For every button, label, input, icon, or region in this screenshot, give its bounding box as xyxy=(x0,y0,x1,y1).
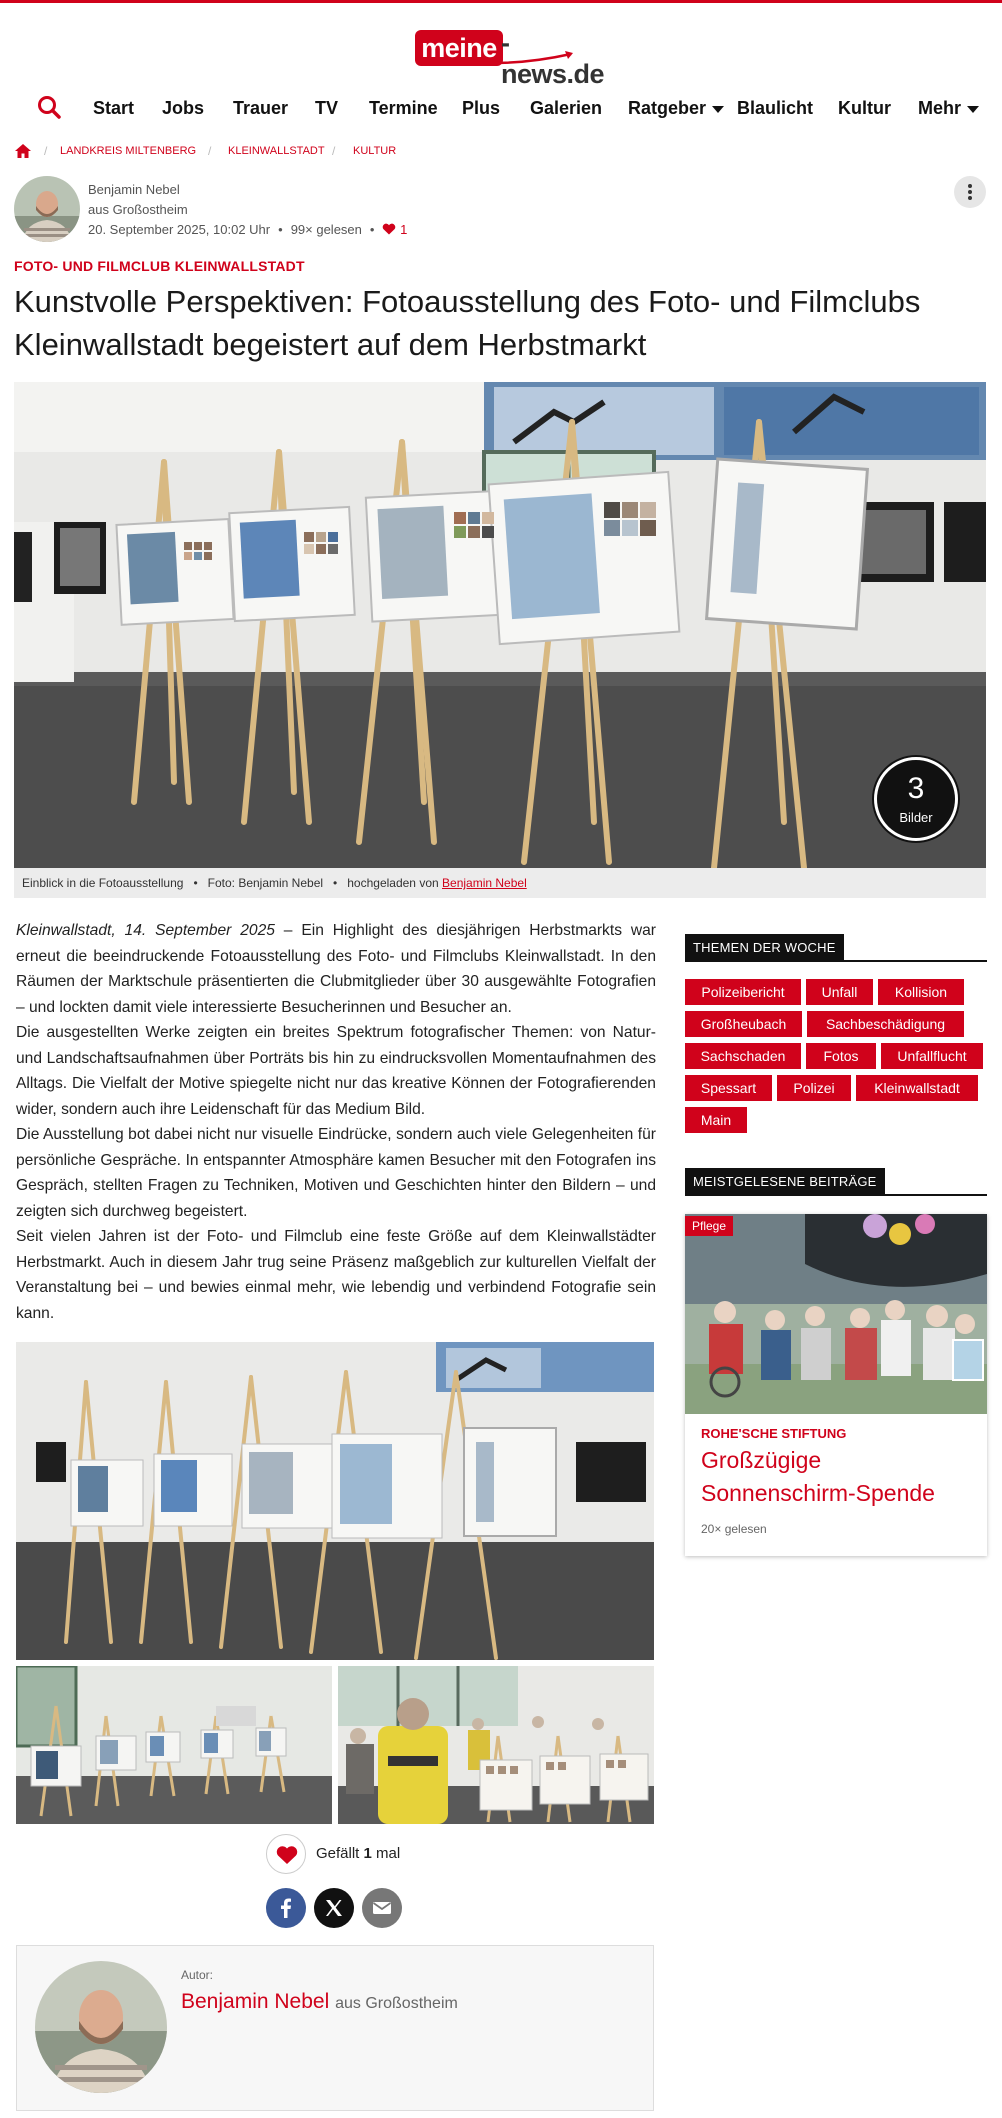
topic-tag[interactable]: Main xyxy=(685,1107,747,1133)
topic-tag[interactable]: Großheubach xyxy=(685,1011,802,1037)
paragraph: Seit vielen Jahren ist der Foto- und Filmclub eine feste Größe auf dem Kleinwallstädter Herbstmarkt. Auch in diesem Jahr trug seine Präsenz maßgeblich zur kulturellen Vielfalt der Veranstaltung bei – und bewies einmal mehr, wie lebendig und verbindend Fotografie sein kann. xyxy=(16,1228,656,1322)
paragraph-text: – Ein Highlight des diesjährigen Herbstmarkts war erneut die beeindruckende Fotoausstellung des Foto- und Filmclubs Kleinwallstadt. In den Räumen der Marktschule präsentierten die Clubmitglieder über 30 ausgewählte Fotografien – und lockten damit viele interessierte Besucherinnen und Besucher an. xyxy=(16,922,656,1016)
nav-item-start[interactable]: Start xyxy=(93,98,135,118)
topic-tag[interactable]: Sachschaden xyxy=(685,1043,801,1069)
like-count-text xyxy=(316,1845,400,1862)
popular-article-kicker: ROHE'SCHE STIFTUNG xyxy=(701,1426,847,1441)
article-meta: 20. September 2025, 10:02 Uhr • 99× gelesen • 1 xyxy=(88,222,408,237)
read-count: 99× gelesen xyxy=(290,222,362,237)
uploaded-prefix: hochgeladen von xyxy=(347,876,439,890)
popular-heading-rule xyxy=(685,1194,987,1196)
breadcrumb-kultur[interactable]: KULTUR xyxy=(353,145,397,157)
author-box xyxy=(16,1945,654,2111)
gallery-image-3[interactable] xyxy=(338,1666,654,1824)
like-button[interactable] xyxy=(266,1834,306,1874)
article-kicker[interactable]: FOTO- UND FILMCLUB KLEINWALLSTADT xyxy=(14,258,305,274)
topics-heading: THEMEN DER WOCHE xyxy=(685,934,844,962)
gallery-image-main[interactable] xyxy=(16,1342,654,1660)
image-caption: Einblick in die Fotoausstellung • Foto: Benjamin Nebel • hochgeladen von Benjamin Nebel xyxy=(14,868,986,898)
caption-text: Einblick in die Fotoausstellung xyxy=(22,876,184,890)
author-avatar[interactable] xyxy=(35,1961,167,2093)
author-location: aus Großostheim xyxy=(88,202,188,217)
popular-article-reads: 20× gelesen xyxy=(701,1522,767,1536)
topics-heading-rule xyxy=(685,960,987,962)
publish-date: 20. September 2025, 10:02 Uhr xyxy=(88,222,271,237)
top-accent-line xyxy=(0,0,1002,3)
share-mail-button[interactable] xyxy=(362,1888,402,1928)
breadcrumb-separator: / xyxy=(332,144,336,158)
like-prefix: Gefällt xyxy=(316,1845,360,1862)
chevron-down-icon xyxy=(967,106,979,113)
mail-icon xyxy=(372,1898,392,1918)
logo-swoosh-icon xyxy=(467,50,577,66)
breadcrumb-separator: / xyxy=(208,144,212,158)
image-count-badge[interactable] xyxy=(874,757,958,841)
like-count: 1 xyxy=(363,1845,372,1862)
main-navigation xyxy=(0,88,1002,128)
topic-tag[interactable]: Fotos xyxy=(806,1043,876,1069)
nav-item-kultur[interactable]: Kultur xyxy=(838,98,891,118)
topic-tag[interactable]: Polizei xyxy=(777,1075,851,1101)
topic-tag[interactable]: Unfallflucht xyxy=(881,1043,983,1069)
breadcrumb-separator: / xyxy=(44,144,48,158)
avatar[interactable] xyxy=(14,176,80,242)
dateline: Kleinwallstadt, 14. September 2025 xyxy=(16,922,275,939)
author-box-name[interactable]: Benjamin Nebel xyxy=(181,1990,330,2013)
nav-item-jobs[interactable]: Jobs xyxy=(162,98,205,118)
nav-item-ratgeber-label: Ratgeber xyxy=(628,98,707,118)
x-icon xyxy=(324,1898,344,1918)
popular-article-title[interactable]: Großzügige Sonnenschirm-Spende xyxy=(701,1447,935,1506)
breadcrumb-kleinwallstadt[interactable]: KLEINWALLSTADT xyxy=(228,145,325,157)
facebook-icon xyxy=(276,1898,296,1918)
heart-icon xyxy=(382,223,396,235)
chevron-down-icon xyxy=(712,106,724,113)
author-box-name-line xyxy=(181,1990,458,2014)
paragraph: Die Ausstellung bot dabei nicht nur visuelle Eindrücke, sondern auch viele Gelegenheiten für persönliche Gespräche. In entspannter Atmosphäre kamen Besucher mit den Fotografen ins Gespräch, stellten Fragen zu Techniken, Motiven und Geschichten hinter den Bildern – und zeigten sich durchweg begeistert. xyxy=(16,1126,656,1220)
paragraph: Die ausgestellten Werke zeigten ein breites Spektrum fotografischer Themen: von Natur- und Landschaftsaufnahmen über Porträts bis hin zu eindrucksvollen Momentaufnahmen des Alltags. Die Vielfalt der Motive spiegelte nicht nur das kreative Können der Fotografierenden wider, sondern auch ihre Leidenschaft für das Medium Bild. xyxy=(16,1024,656,1118)
breadcrumb-landkreis[interactable]: LANDKREIS MILTENBERG xyxy=(60,145,197,157)
popular-article-card[interactable] xyxy=(685,1214,987,1556)
gallery-image-2[interactable] xyxy=(16,1666,332,1824)
topic-tag[interactable]: Unfall xyxy=(806,979,873,1005)
site-logo[interactable] xyxy=(415,22,605,89)
nav-item-tv[interactable]: TV xyxy=(315,98,339,118)
image-gallery xyxy=(16,1342,654,1824)
nav-item-mehr[interactable] xyxy=(918,98,979,119)
like-suffix: mal xyxy=(376,1845,401,1862)
topic-tag[interactable]: Kollision xyxy=(878,979,964,1005)
nav-item-trauer[interactable]: Trauer xyxy=(233,98,289,118)
like-count-top: 1 xyxy=(400,222,408,237)
uploader-link[interactable]: Benjamin Nebel xyxy=(442,876,527,890)
popular-heading: MEISTGELESENE BEITRÄGE xyxy=(685,1168,885,1196)
category-badge[interactable]: Pflege xyxy=(685,1216,733,1236)
nav-item-plus[interactable]: Plus xyxy=(462,98,501,118)
heart-icon xyxy=(276,1845,298,1865)
image-count: 3 xyxy=(907,772,925,805)
author-meta xyxy=(14,176,1002,246)
share-facebook-button[interactable] xyxy=(266,1888,306,1928)
article-body xyxy=(16,918,656,1326)
home-icon[interactable] xyxy=(14,143,32,159)
nav-item-termine[interactable]: Termine xyxy=(369,98,438,118)
image-count-label: Bilder xyxy=(899,810,933,825)
topic-tag[interactable]: Kleinwallstadt xyxy=(856,1075,978,1101)
nav-item-ratgeber[interactable] xyxy=(628,98,724,119)
search-icon[interactable] xyxy=(36,94,62,120)
photo-credit: Foto: Benjamin Nebel xyxy=(207,876,324,890)
nav-item-galerien[interactable]: Galerien xyxy=(530,98,603,118)
more-options-button[interactable] xyxy=(954,176,986,208)
author-box-location: aus Großostheim xyxy=(335,1995,458,2012)
share-x-button[interactable] xyxy=(314,1888,354,1928)
topic-tag[interactable]: Spessart xyxy=(685,1075,772,1101)
article-title: Kunstvolle Perspektiven: Fotoausstellung des Foto- und Filmclubs Kleinwallstadt begeistert auf dem Herbstmarkt xyxy=(14,284,921,362)
logo-text: -news.de xyxy=(501,28,605,89)
nav-item-blaulicht[interactable]: Blaulicht xyxy=(737,98,814,118)
hero-image[interactable] xyxy=(14,382,986,868)
logo-mark: meine xyxy=(415,30,503,66)
nav-item-mehr-label: Mehr xyxy=(918,98,962,118)
topic-tag[interactable]: Polizeibericht xyxy=(685,979,801,1005)
author-name[interactable]: Benjamin Nebel xyxy=(88,182,180,197)
author-label: Autor: xyxy=(181,1968,214,1982)
popular-article-image[interactable] xyxy=(685,1214,987,1414)
paragraph xyxy=(16,918,656,1020)
topic-tag[interactable]: Sachbeschädigung xyxy=(807,1011,964,1037)
